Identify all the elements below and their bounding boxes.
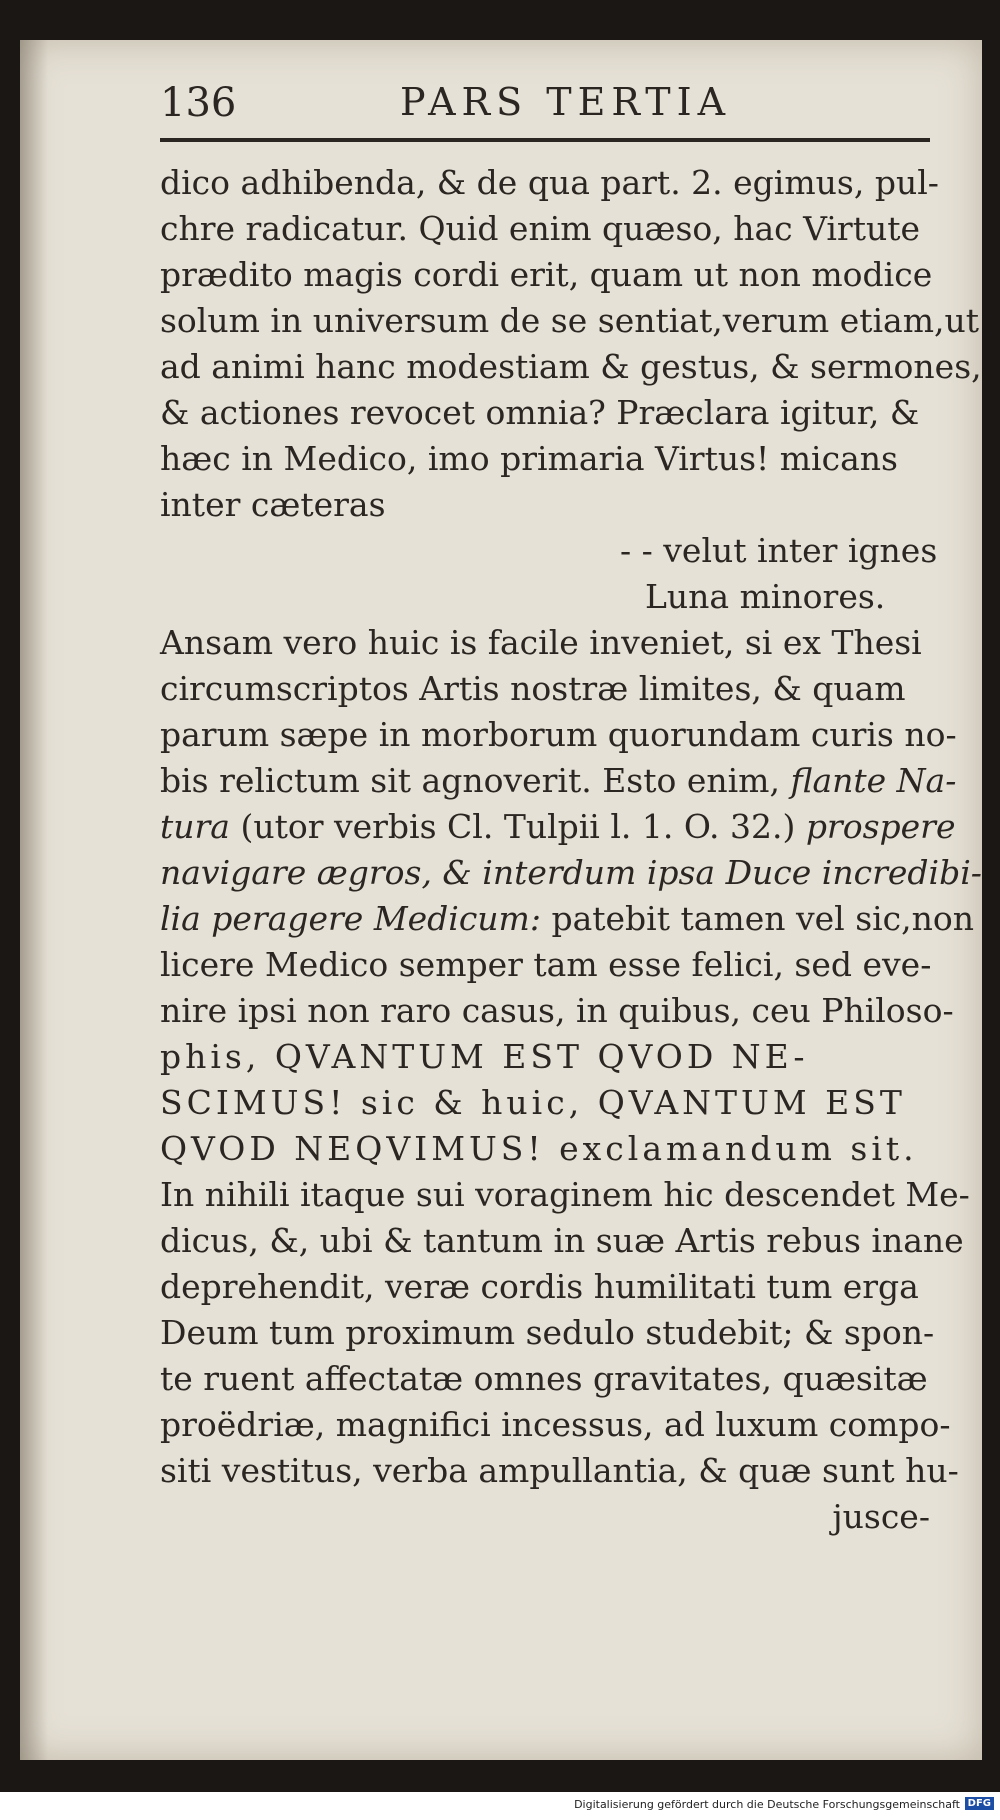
- text-line-23: deprehendit, veræ cordis humilitati tum erga: [160, 1267, 919, 1306]
- text-line-15: [160, 896, 975, 942]
- text-line-18: phis, QVANTUM EST QVOD NE-: [160, 1037, 809, 1076]
- text-line-11: parum sæpe in morborum quorundam curis no-: [160, 715, 957, 754]
- text-line-5: ad animi hanc modestiam & gestus, & sermones,: [160, 347, 982, 386]
- footer-bar: [0, 1792, 1000, 1820]
- dfg-logo: DFG: [965, 1797, 994, 1810]
- text-line-7: hæc in Medico, imo primaria Virtus! micans: [160, 439, 898, 478]
- catchword: jusce-: [832, 1497, 930, 1536]
- text-line-3: prædito magis cordi erit, quam ut non modice: [160, 255, 933, 294]
- text-line-17: nire ipsi non raro casus, in quibus, ceu Philoso-: [160, 991, 954, 1030]
- text-line-24: Deum tum proximum sedulo studebit; & spon-: [160, 1313, 935, 1352]
- text-line-12: [160, 758, 957, 804]
- running-head: PARS TERTIA: [400, 80, 732, 124]
- text-line-13: [160, 804, 956, 850]
- verse-line-2: Luna minores.: [645, 577, 886, 616]
- text-line-25: te ruent affectatæ omnes gravitates, quæsitæ: [160, 1359, 928, 1398]
- page-gutter-shadow: [20, 40, 48, 1760]
- text-line-22: dicus, &, ubi & tantum in suæ Artis rebus inane: [160, 1221, 964, 1260]
- text-line-14: navigare ægros, & interdum ipsa Duce incredibi-: [160, 853, 982, 892]
- text-line-9: Ansam vero huic is facile inveniet, si ex Thesi: [160, 623, 922, 662]
- text-line-19: SCIMUS! sic & huic, QVANTUM EST: [160, 1083, 906, 1122]
- text-line-27: siti vestitus, verba ampullantia, & quæ sunt hu-: [160, 1451, 959, 1490]
- text-line-12-italic: flante Na-: [790, 761, 957, 800]
- text-line-13-roman: (utor verbis Cl. Tulpii l. 1. O. 32.): [229, 807, 806, 846]
- text-line-4: solum in universum de se sentiat,verum etiam,ut: [160, 301, 980, 340]
- text-line-8: inter cæteras: [160, 485, 386, 524]
- text-line-16: licere Medico semper tam esse felici, sed eve-: [160, 945, 932, 984]
- text-line-26: proëdriæ, magnifici incessus, ad luxum compo-: [160, 1405, 951, 1444]
- text-line-15-italic: lia peragere Medicum:: [160, 899, 541, 938]
- text-line-12-roman: bis relictum sit agnoverit. Esto enim,: [160, 761, 791, 800]
- text-line-1: dico adhibenda, & de qua part. 2. egimus, pul-: [160, 163, 939, 202]
- text-line-20: QVOD NEQVIMUS! exclamandum sit.: [160, 1129, 918, 1168]
- text-line-15-roman: patebit tamen vel sic,non: [540, 899, 975, 938]
- verse-line-1: - - velut inter ignes: [620, 531, 938, 570]
- text-line-13-italic-a: tura: [160, 807, 230, 846]
- page-number: 136: [160, 80, 237, 126]
- text-line-6: & actiones revocet omnia? Præclara igitur, &: [160, 393, 920, 432]
- text-line-13-italic-b: prospere: [805, 807, 956, 846]
- page-body: [160, 160, 982, 1540]
- text-line-2: chre radicatur. Quid enim quæso, hac Virtute: [160, 209, 921, 248]
- footer-credit: Digitalisierung gefördert durch die Deutsche Forschungsgemeinschaft: [574, 1798, 960, 1811]
- text-line-10: circumscriptos Artis nostræ limites, & quam: [160, 669, 906, 708]
- text-line-21: In nihili itaque sui voraginem hic descendet Me-: [160, 1175, 970, 1214]
- header-rule: [160, 138, 930, 142]
- page-header: [160, 80, 930, 140]
